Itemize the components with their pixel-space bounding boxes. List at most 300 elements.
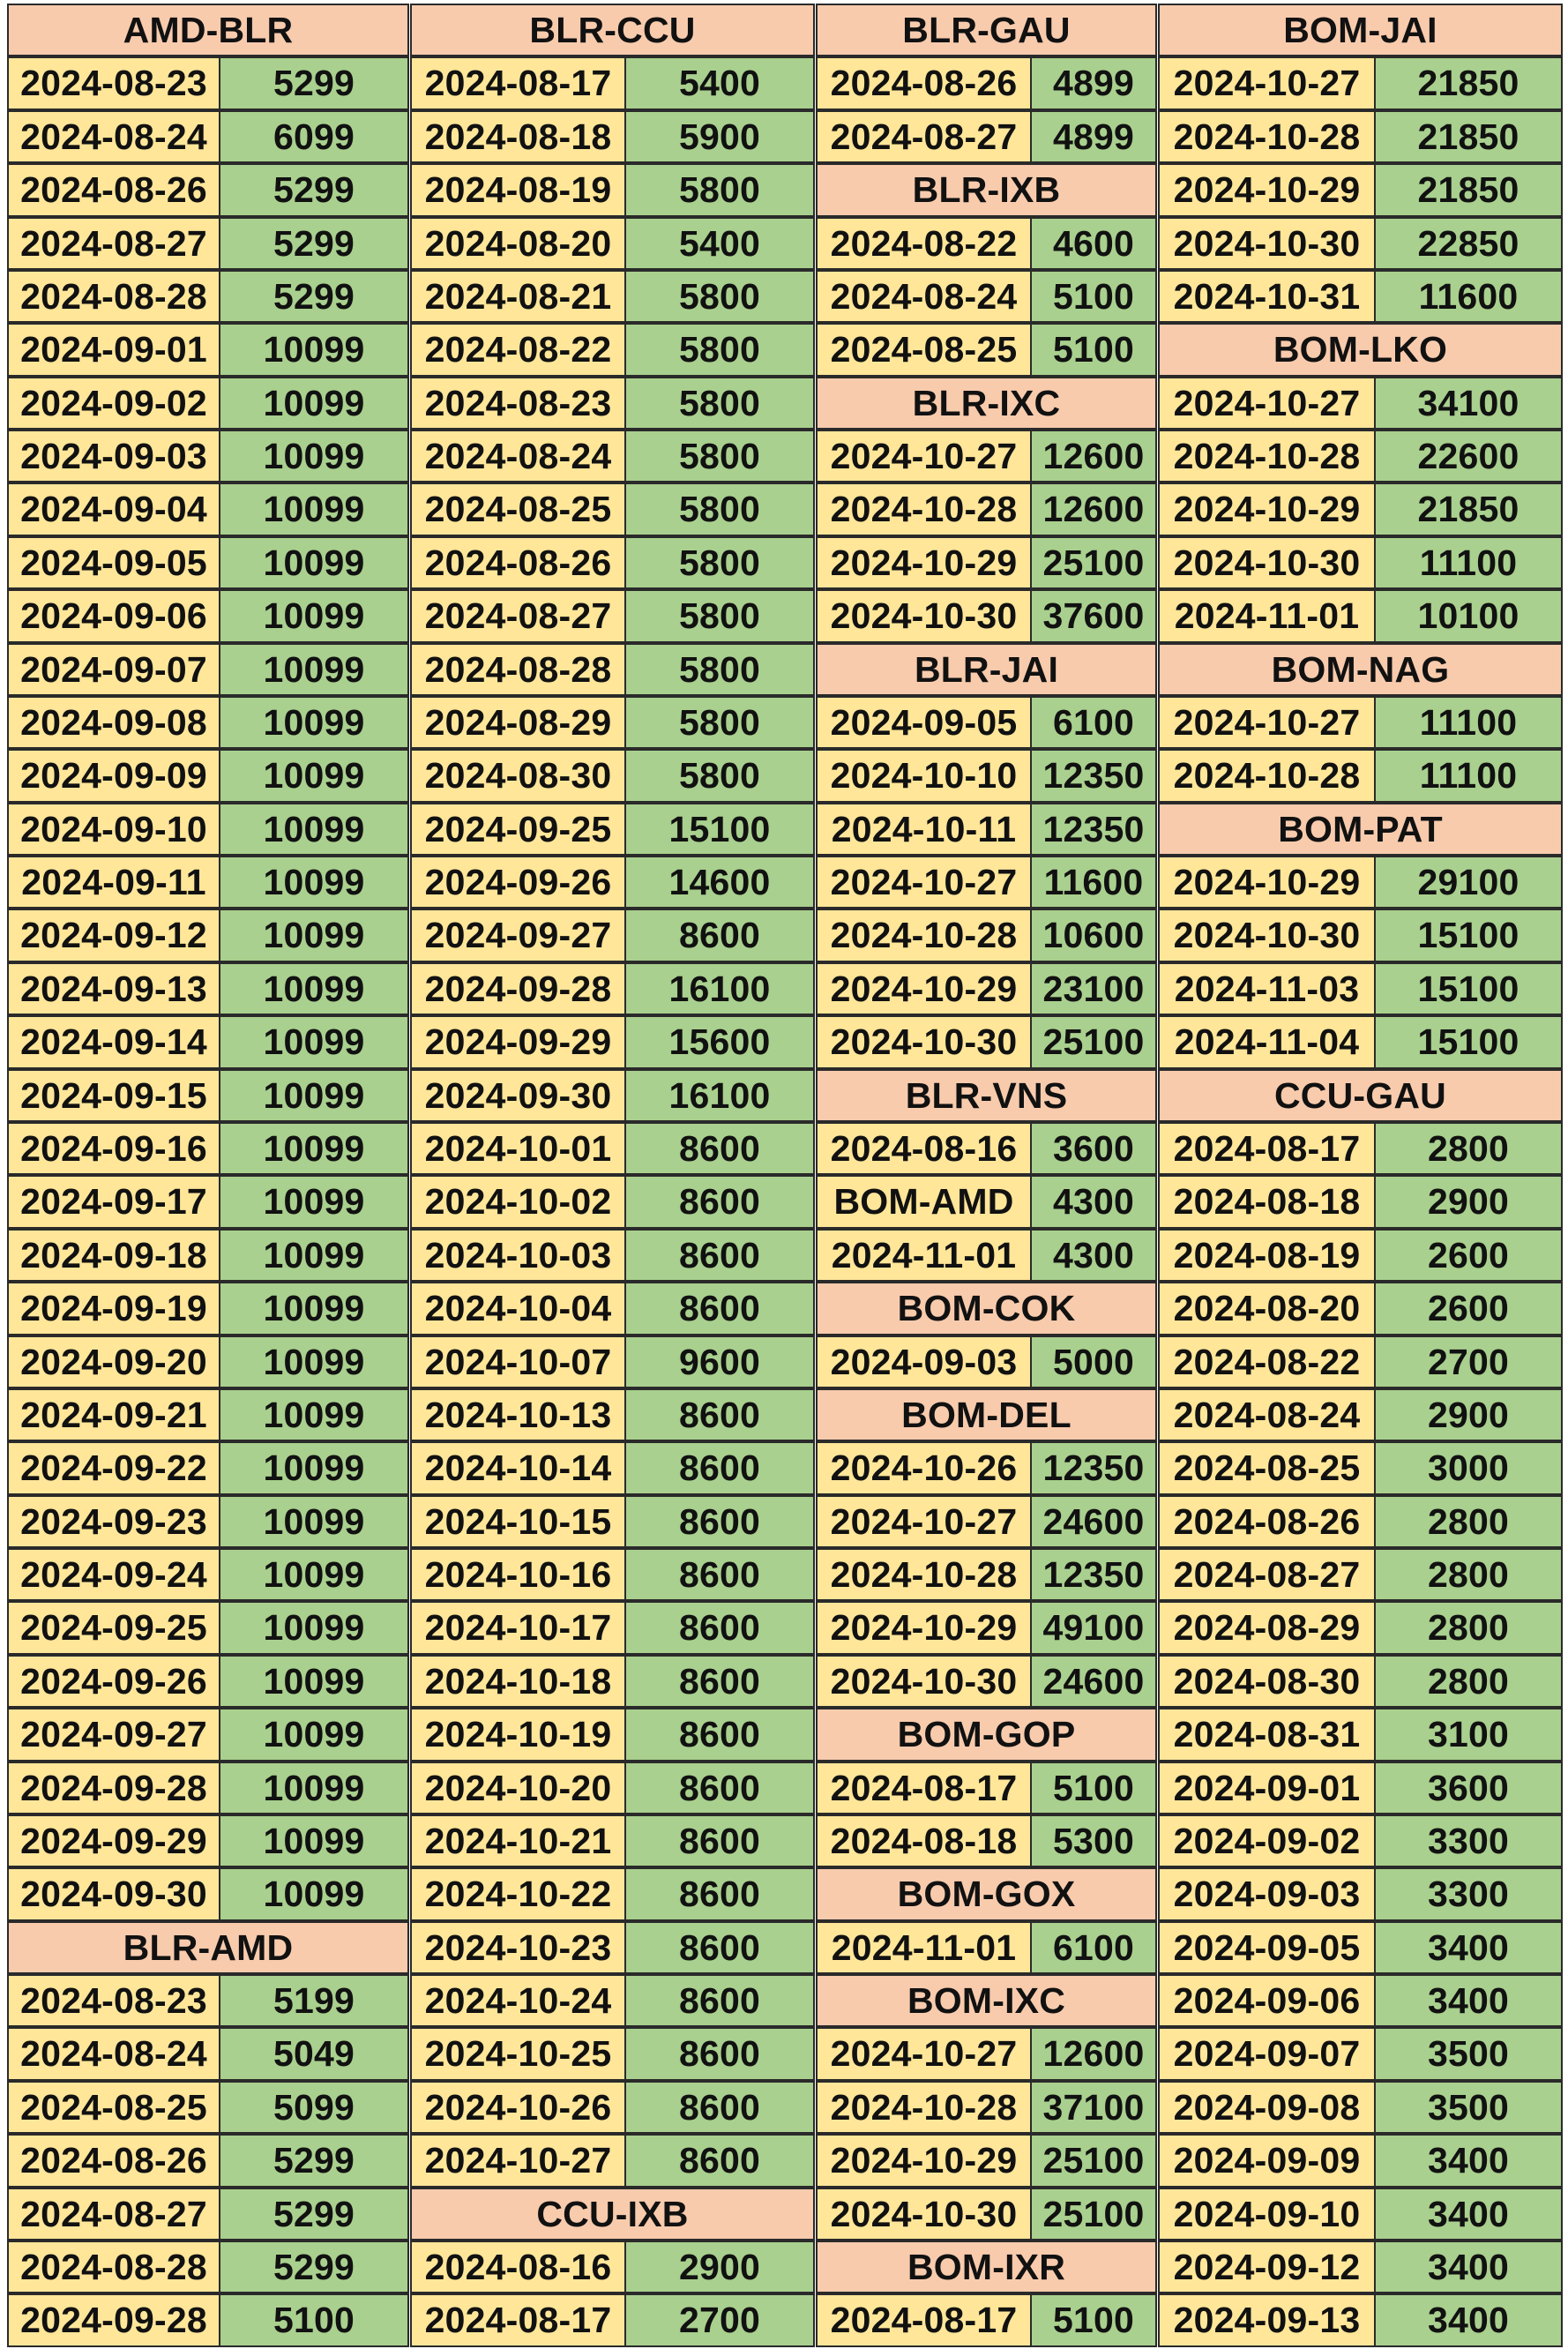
date-cell: 2024-09-13 xyxy=(1158,2293,1376,2347)
date-cell: 2024-09-28 xyxy=(7,1762,220,1814)
date-cell: 2024-10-22 xyxy=(410,1867,626,1921)
route-header: BOM-DEL xyxy=(816,1388,1157,1441)
date-cell: 2024-10-15 xyxy=(410,1495,626,1548)
date-cell: 2024-10-23 xyxy=(410,1921,626,1974)
date-cell: 2024-08-26 xyxy=(816,56,1032,110)
fare-cell: 5400 xyxy=(624,217,815,270)
date-cell: 2024-09-12 xyxy=(1158,2241,1376,2293)
date-cell: 2024-09-26 xyxy=(410,856,626,909)
fare-cell: 10099 xyxy=(219,1548,409,1601)
date-cell: 2024-09-02 xyxy=(1158,1814,1376,1867)
route-header: BLR-VNS xyxy=(816,1069,1157,1122)
route-header: BOM-IXR xyxy=(816,2241,1157,2293)
fare-cell: 5299 xyxy=(219,56,409,110)
date-cell: 2024-09-11 xyxy=(7,856,220,909)
date-cell: 2024-10-31 xyxy=(1158,270,1376,323)
date-cell: 2024-10-29 xyxy=(816,962,1032,1015)
date-cell: 2024-09-17 xyxy=(7,1175,220,1229)
date-cell: 2024-09-30 xyxy=(7,1867,220,1921)
fare-cell: 5299 xyxy=(219,270,409,323)
date-cell: 2024-08-20 xyxy=(1158,1282,1376,1335)
fare-cell: 2800 xyxy=(1374,1495,1563,1548)
fare-cell: 10099 xyxy=(219,536,409,589)
route-header: BOM-COK xyxy=(816,1282,1157,1335)
fare-cell: 6100 xyxy=(1030,1921,1157,1974)
route-header: CCU-GAU xyxy=(1158,1069,1563,1122)
date-cell: 2024-08-27 xyxy=(1158,1548,1376,1601)
fare-cell: 2900 xyxy=(1374,1388,1563,1441)
fare-cell: 8600 xyxy=(624,1974,815,2027)
date-cell: 2024-09-10 xyxy=(7,803,220,856)
date-cell: BOM-AMD xyxy=(816,1175,1032,1229)
route-header: BLR-CCU xyxy=(410,4,815,56)
fare-cell: 8600 xyxy=(624,1708,815,1762)
fare-cell: 8600 xyxy=(624,1867,815,1921)
fare-cell: 3500 xyxy=(1374,2027,1563,2081)
fare-cell: 3400 xyxy=(1374,1921,1563,1974)
date-cell: 2024-08-26 xyxy=(410,536,626,589)
fare-cell: 21850 xyxy=(1374,163,1563,217)
fare-cell: 5800 xyxy=(624,589,815,643)
date-cell: 2024-10-04 xyxy=(410,1282,626,1335)
fare-cell: 3400 xyxy=(1374,2134,1563,2188)
fare-cell: 10099 xyxy=(219,803,409,856)
route-header: BOM-JAI xyxy=(1158,4,1563,56)
fare-cell: 10099 xyxy=(219,1282,409,1335)
date-cell: 2024-08-25 xyxy=(7,2081,220,2134)
fare-cell: 5299 xyxy=(219,2134,409,2188)
fare-cell: 21850 xyxy=(1374,483,1563,536)
fare-cell: 10099 xyxy=(219,1335,409,1388)
date-cell: 2024-10-27 xyxy=(1158,56,1376,110)
fare-cell: 5300 xyxy=(1030,1814,1157,1867)
fare-cell: 8600 xyxy=(624,1229,815,1282)
date-cell: 2024-08-26 xyxy=(1158,1495,1376,1548)
route-header: BLR-AMD xyxy=(7,1921,409,1974)
fare-cell: 5100 xyxy=(1030,1762,1157,1814)
fare-cell: 6100 xyxy=(1030,696,1157,749)
date-cell: 2024-10-30 xyxy=(816,589,1032,643)
fare-cell: 4300 xyxy=(1030,1229,1157,1282)
fare-cell: 10099 xyxy=(219,1069,409,1122)
fare-cell: 5299 xyxy=(219,217,409,270)
fare-cell: 2700 xyxy=(1374,1335,1563,1388)
fare-cell: 22850 xyxy=(1374,217,1563,270)
fare-cell: 24600 xyxy=(1030,1495,1157,1548)
fare-cell: 10099 xyxy=(219,323,409,377)
date-cell: 2024-10-17 xyxy=(410,1601,626,1655)
fare-cell: 5800 xyxy=(624,377,815,430)
date-cell: 2024-08-20 xyxy=(410,217,626,270)
date-cell: 2024-08-26 xyxy=(7,163,220,217)
date-cell: 2024-10-30 xyxy=(1158,909,1376,962)
fare-cell: 14600 xyxy=(624,856,815,909)
fare-cell: 8600 xyxy=(624,909,815,962)
fare-cell: 5800 xyxy=(624,323,815,377)
date-cell: 2024-08-27 xyxy=(7,2188,220,2241)
fare-cell: 3000 xyxy=(1374,1441,1563,1495)
date-cell: 2024-10-14 xyxy=(410,1441,626,1495)
date-cell: 2024-10-28 xyxy=(1158,110,1376,163)
fare-cell: 12350 xyxy=(1030,803,1157,856)
date-cell: 2024-08-24 xyxy=(7,110,220,163)
date-cell: 2024-09-26 xyxy=(7,1655,220,1708)
route-header: BLR-IXB xyxy=(816,163,1157,217)
route-header: BOM-GOX xyxy=(816,1867,1157,1921)
date-cell: 2024-10-29 xyxy=(816,1601,1032,1655)
fare-cell: 10099 xyxy=(219,1814,409,1867)
date-cell: 2024-10-29 xyxy=(816,2134,1032,2188)
date-cell: 2024-09-12 xyxy=(7,909,220,962)
fare-cell: 2900 xyxy=(1374,1175,1563,1229)
fare-cell: 10099 xyxy=(219,909,409,962)
date-cell: 2024-08-17 xyxy=(816,1762,1032,1814)
route-header: BLR-JAI xyxy=(816,643,1157,696)
date-cell: 2024-10-27 xyxy=(816,1495,1032,1548)
date-cell: 2024-09-19 xyxy=(7,1282,220,1335)
fare-cell: 12350 xyxy=(1030,749,1157,803)
date-cell: 2024-09-02 xyxy=(7,377,220,430)
date-cell: 2024-09-04 xyxy=(7,483,220,536)
date-cell: 2024-08-28 xyxy=(7,2241,220,2293)
date-cell: 2024-08-26 xyxy=(7,2134,220,2188)
date-cell: 2024-09-06 xyxy=(1158,1974,1376,2027)
fare-cell: 12600 xyxy=(1030,483,1157,536)
date-cell: 2024-08-19 xyxy=(410,163,626,217)
date-cell: 2024-09-06 xyxy=(7,589,220,643)
route-header: BOM-LKO xyxy=(1158,323,1563,377)
date-cell: 2024-09-27 xyxy=(7,1708,220,1762)
fare-cell: 12350 xyxy=(1030,1548,1157,1601)
fare-cell: 3600 xyxy=(1030,1122,1157,1175)
date-cell: 2024-09-01 xyxy=(1158,1762,1376,1814)
date-cell: 2024-09-25 xyxy=(410,803,626,856)
date-cell: 2024-09-23 xyxy=(7,1495,220,1548)
date-cell: 2024-10-18 xyxy=(410,1655,626,1708)
date-cell: 2024-09-28 xyxy=(7,2293,220,2347)
date-cell: 2024-08-24 xyxy=(7,2027,220,2081)
fare-cell: 8600 xyxy=(624,2027,815,2081)
date-cell: 2024-10-25 xyxy=(410,2027,626,2081)
date-cell: 2024-10-29 xyxy=(1158,856,1376,909)
fare-cell: 2800 xyxy=(1374,1548,1563,1601)
date-cell: 2024-10-29 xyxy=(816,536,1032,589)
date-cell: 2024-08-17 xyxy=(410,2293,626,2347)
date-cell: 2024-09-03 xyxy=(816,1335,1032,1388)
date-cell: 2024-08-27 xyxy=(816,110,1032,163)
fare-cell: 10099 xyxy=(219,962,409,1015)
fare-cell: 5299 xyxy=(219,2241,409,2293)
fare-cell: 10099 xyxy=(219,1655,409,1708)
fare-cell: 3600 xyxy=(1374,1762,1563,1814)
date-cell: 2024-08-27 xyxy=(410,589,626,643)
date-cell: 2024-08-23 xyxy=(410,377,626,430)
fare-cell: 8600 xyxy=(624,1548,815,1601)
date-cell: 2024-08-18 xyxy=(1158,1175,1376,1229)
fare-cell: 5800 xyxy=(624,270,815,323)
date-cell: 2024-10-24 xyxy=(410,1974,626,2027)
date-cell: 2024-09-08 xyxy=(7,696,220,749)
fare-cell: 16100 xyxy=(624,962,815,1015)
fare-cell: 5800 xyxy=(624,536,815,589)
fare-cell: 5100 xyxy=(219,2293,409,2347)
date-cell: 2024-08-29 xyxy=(1158,1601,1376,1655)
fare-cell: 6099 xyxy=(219,110,409,163)
fare-cell: 23100 xyxy=(1030,962,1157,1015)
fare-cell: 10600 xyxy=(1030,909,1157,962)
fare-cell: 5299 xyxy=(219,163,409,217)
fare-cell: 8600 xyxy=(624,1495,815,1548)
fare-cell: 10099 xyxy=(219,1388,409,1441)
date-cell: 2024-09-18 xyxy=(7,1229,220,1282)
fare-cell: 10099 xyxy=(219,1229,409,1282)
route-header: BLR-IXC xyxy=(816,377,1157,430)
date-cell: 2024-11-01 xyxy=(816,1229,1032,1282)
fare-cell: 10099 xyxy=(219,377,409,430)
date-cell: 2024-08-21 xyxy=(410,270,626,323)
fare-cell: 8600 xyxy=(624,1655,815,1708)
fare-cell: 5800 xyxy=(624,483,815,536)
date-cell: 2024-10-26 xyxy=(410,2081,626,2134)
fare-cell: 15100 xyxy=(1374,909,1563,962)
date-cell: 2024-08-30 xyxy=(1158,1655,1376,1708)
fare-cell: 4899 xyxy=(1030,110,1157,163)
date-cell: 2024-08-23 xyxy=(7,1974,220,2027)
date-cell: 2024-10-11 xyxy=(816,803,1032,856)
date-cell: 2024-08-31 xyxy=(1158,1708,1376,1762)
date-cell: 2024-08-28 xyxy=(410,643,626,696)
fare-cell: 24600 xyxy=(1030,1655,1157,1708)
date-cell: 2024-08-18 xyxy=(816,1814,1032,1867)
fare-cell: 10099 xyxy=(219,483,409,536)
date-cell: 2024-09-29 xyxy=(410,1015,626,1069)
date-cell: 2024-09-20 xyxy=(7,1335,220,1388)
fare-cell: 12350 xyxy=(1030,1441,1157,1495)
date-cell: 2024-09-25 xyxy=(7,1601,220,1655)
fare-cell: 10099 xyxy=(219,430,409,483)
fare-cell: 10099 xyxy=(219,1441,409,1495)
date-cell: 2024-08-16 xyxy=(816,1122,1032,1175)
fare-cell: 3100 xyxy=(1374,1708,1563,1762)
date-cell: 2024-09-07 xyxy=(1158,2027,1376,2081)
date-cell: 2024-10-29 xyxy=(1158,483,1376,536)
date-cell: 2024-09-21 xyxy=(7,1388,220,1441)
fare-cell: 10099 xyxy=(219,1708,409,1762)
date-cell: 2024-10-07 xyxy=(410,1335,626,1388)
fare-cell: 15600 xyxy=(624,1015,815,1069)
fare-cell: 10099 xyxy=(219,1867,409,1921)
fare-cell: 4899 xyxy=(1030,56,1157,110)
fare-cell: 8600 xyxy=(624,1282,815,1335)
fare-cell: 29100 xyxy=(1374,856,1563,909)
fare-cell: 9600 xyxy=(624,1335,815,1388)
date-cell: 2024-10-21 xyxy=(410,1814,626,1867)
date-cell: 2024-08-18 xyxy=(410,110,626,163)
date-cell: 2024-09-29 xyxy=(7,1814,220,1867)
date-cell: 2024-10-26 xyxy=(816,1441,1032,1495)
date-cell: 2024-08-22 xyxy=(816,217,1032,270)
date-cell: 2024-08-24 xyxy=(816,270,1032,323)
fare-cell: 8600 xyxy=(624,1762,815,1814)
fare-cell: 12600 xyxy=(1030,2027,1157,2081)
date-cell: 2024-10-27 xyxy=(1158,696,1376,749)
date-cell: 2024-09-08 xyxy=(1158,2081,1376,2134)
date-cell: 2024-08-24 xyxy=(410,430,626,483)
date-cell: 2024-09-22 xyxy=(7,1441,220,1495)
route-header: BOM-IXC xyxy=(816,1974,1157,2027)
date-cell: 2024-08-24 xyxy=(1158,1388,1376,1441)
date-cell: 2024-08-22 xyxy=(1158,1335,1376,1388)
date-cell: 2024-08-27 xyxy=(7,217,220,270)
fare-cell: 3300 xyxy=(1374,1814,1563,1867)
fare-cell: 15100 xyxy=(1374,1015,1563,1069)
fare-cell: 3400 xyxy=(1374,2293,1563,2347)
date-cell: 2024-09-09 xyxy=(7,749,220,803)
fare-cell: 15100 xyxy=(1374,962,1563,1015)
date-cell: 2024-10-30 xyxy=(1158,217,1376,270)
date-cell: 2024-09-09 xyxy=(1158,2134,1376,2188)
date-cell: 2024-10-27 xyxy=(816,856,1032,909)
fare-cell: 8600 xyxy=(624,1175,815,1229)
date-cell: 2024-09-16 xyxy=(7,1122,220,1175)
date-cell: 2024-09-03 xyxy=(1158,1867,1376,1921)
fare-cell: 3300 xyxy=(1374,1867,1563,1921)
route-header: BOM-GOP xyxy=(816,1708,1157,1762)
date-cell: 2024-09-10 xyxy=(1158,2188,1376,2241)
date-cell: 2024-10-28 xyxy=(816,483,1032,536)
fare-cell: 25100 xyxy=(1030,2134,1157,2188)
date-cell: 2024-11-04 xyxy=(1158,1015,1376,1069)
date-cell: 2024-10-30 xyxy=(816,1015,1032,1069)
fare-cell: 2900 xyxy=(624,2241,815,2293)
fare-cell: 10099 xyxy=(219,643,409,696)
fare-cell: 21850 xyxy=(1374,110,1563,163)
date-cell: 2024-09-24 xyxy=(7,1548,220,1601)
fare-cell: 5100 xyxy=(1030,270,1157,323)
fare-cell: 11100 xyxy=(1374,696,1563,749)
date-cell: 2024-10-02 xyxy=(410,1175,626,1229)
fare-cell: 5800 xyxy=(624,643,815,696)
fare-cell: 25100 xyxy=(1030,2188,1157,2241)
date-cell: 2024-08-22 xyxy=(410,323,626,377)
fare-cell: 16100 xyxy=(624,1069,815,1122)
date-cell: 2024-10-13 xyxy=(410,1388,626,1441)
fare-cell: 8600 xyxy=(624,1601,815,1655)
fare-cell: 3400 xyxy=(1374,1974,1563,2027)
route-header: AMD-BLR xyxy=(7,4,409,56)
date-cell: 2024-11-03 xyxy=(1158,962,1376,1015)
fare-cell: 3400 xyxy=(1374,2241,1563,2293)
fare-cell: 5099 xyxy=(219,2081,409,2134)
route-header: BOM-PAT xyxy=(1158,803,1563,856)
fare-cell: 5100 xyxy=(1030,323,1157,377)
date-cell: 2024-08-25 xyxy=(1158,1441,1376,1495)
date-cell: 2024-10-20 xyxy=(410,1762,626,1814)
fare-cell: 3400 xyxy=(1374,2188,1563,2241)
date-cell: 2024-10-29 xyxy=(1158,163,1376,217)
fare-cell: 8600 xyxy=(624,1122,815,1175)
fare-cell: 10099 xyxy=(219,1495,409,1548)
fare-cell: 2800 xyxy=(1374,1601,1563,1655)
date-cell: 2024-10-28 xyxy=(816,909,1032,962)
fare-cell: 5800 xyxy=(624,696,815,749)
date-cell: 2024-08-25 xyxy=(816,323,1032,377)
date-cell: 2024-10-27 xyxy=(410,2134,626,2188)
date-cell: 2024-08-17 xyxy=(410,56,626,110)
date-cell: 2024-09-07 xyxy=(7,643,220,696)
date-cell: 2024-08-28 xyxy=(7,270,220,323)
fare-cell: 12600 xyxy=(1030,430,1157,483)
fare-cell: 5299 xyxy=(219,2188,409,2241)
fare-cell: 37100 xyxy=(1030,2081,1157,2134)
date-cell: 2024-09-14 xyxy=(7,1015,220,1069)
date-cell: 2024-10-27 xyxy=(816,2027,1032,2081)
fare-cell: 5400 xyxy=(624,56,815,110)
date-cell: 2024-09-05 xyxy=(1158,1921,1376,1974)
fare-cell: 10099 xyxy=(219,1175,409,1229)
fare-cell: 37600 xyxy=(1030,589,1157,643)
fare-cell: 25100 xyxy=(1030,536,1157,589)
date-cell: 2024-09-15 xyxy=(7,1069,220,1122)
fare-cell: 8600 xyxy=(624,2134,815,2188)
date-cell: 2024-09-30 xyxy=(410,1069,626,1122)
date-cell: 2024-10-28 xyxy=(816,2081,1032,2134)
route-header: BLR-GAU xyxy=(816,4,1157,56)
fare-cell: 10099 xyxy=(219,1601,409,1655)
date-cell: 2024-10-16 xyxy=(410,1548,626,1601)
fare-cell: 5100 xyxy=(1030,2293,1157,2347)
date-cell: 2024-09-03 xyxy=(7,430,220,483)
date-cell: 2024-10-28 xyxy=(816,1548,1032,1601)
date-cell: 2024-10-19 xyxy=(410,1708,626,1762)
route-header: CCU-IXB xyxy=(410,2188,815,2241)
date-cell: 2024-11-01 xyxy=(1158,589,1376,643)
fare-cell: 5199 xyxy=(219,1974,409,2027)
fare-cell: 2600 xyxy=(1374,1229,1563,1282)
fare-cell: 8600 xyxy=(624,1921,815,1974)
fare-cell: 11100 xyxy=(1374,536,1563,589)
fare-cell: 2700 xyxy=(624,2293,815,2347)
date-cell: 2024-10-30 xyxy=(816,2188,1032,2241)
date-cell: 2024-10-01 xyxy=(410,1122,626,1175)
fare-cell: 11600 xyxy=(1030,856,1157,909)
date-cell: 2024-11-01 xyxy=(816,1921,1032,1974)
fare-cell: 49100 xyxy=(1030,1601,1157,1655)
fare-cell: 2600 xyxy=(1374,1282,1563,1335)
date-cell: 2024-09-28 xyxy=(410,962,626,1015)
fare-cell: 2800 xyxy=(1374,1122,1563,1175)
date-cell: 2024-10-27 xyxy=(816,430,1032,483)
fare-cell: 5049 xyxy=(219,2027,409,2081)
date-cell: 2024-09-01 xyxy=(7,323,220,377)
date-cell: 2024-08-17 xyxy=(816,2293,1032,2347)
date-cell: 2024-08-30 xyxy=(410,749,626,803)
route-header: BOM-NAG xyxy=(1158,643,1563,696)
fare-cell: 5000 xyxy=(1030,1335,1157,1388)
fare-cell: 15100 xyxy=(624,803,815,856)
date-cell: 2024-09-27 xyxy=(410,909,626,962)
fare-cell: 25100 xyxy=(1030,1015,1157,1069)
fare-cell: 2800 xyxy=(1374,1655,1563,1708)
fare-cell: 8600 xyxy=(624,2081,815,2134)
date-cell: 2024-08-17 xyxy=(1158,1122,1376,1175)
fare-cell: 10099 xyxy=(219,856,409,909)
fare-cell: 3500 xyxy=(1374,2081,1563,2134)
fare-cell: 5800 xyxy=(624,163,815,217)
fare-cell: 21850 xyxy=(1374,56,1563,110)
date-cell: 2024-10-03 xyxy=(410,1229,626,1282)
fare-cell: 10099 xyxy=(219,1762,409,1814)
